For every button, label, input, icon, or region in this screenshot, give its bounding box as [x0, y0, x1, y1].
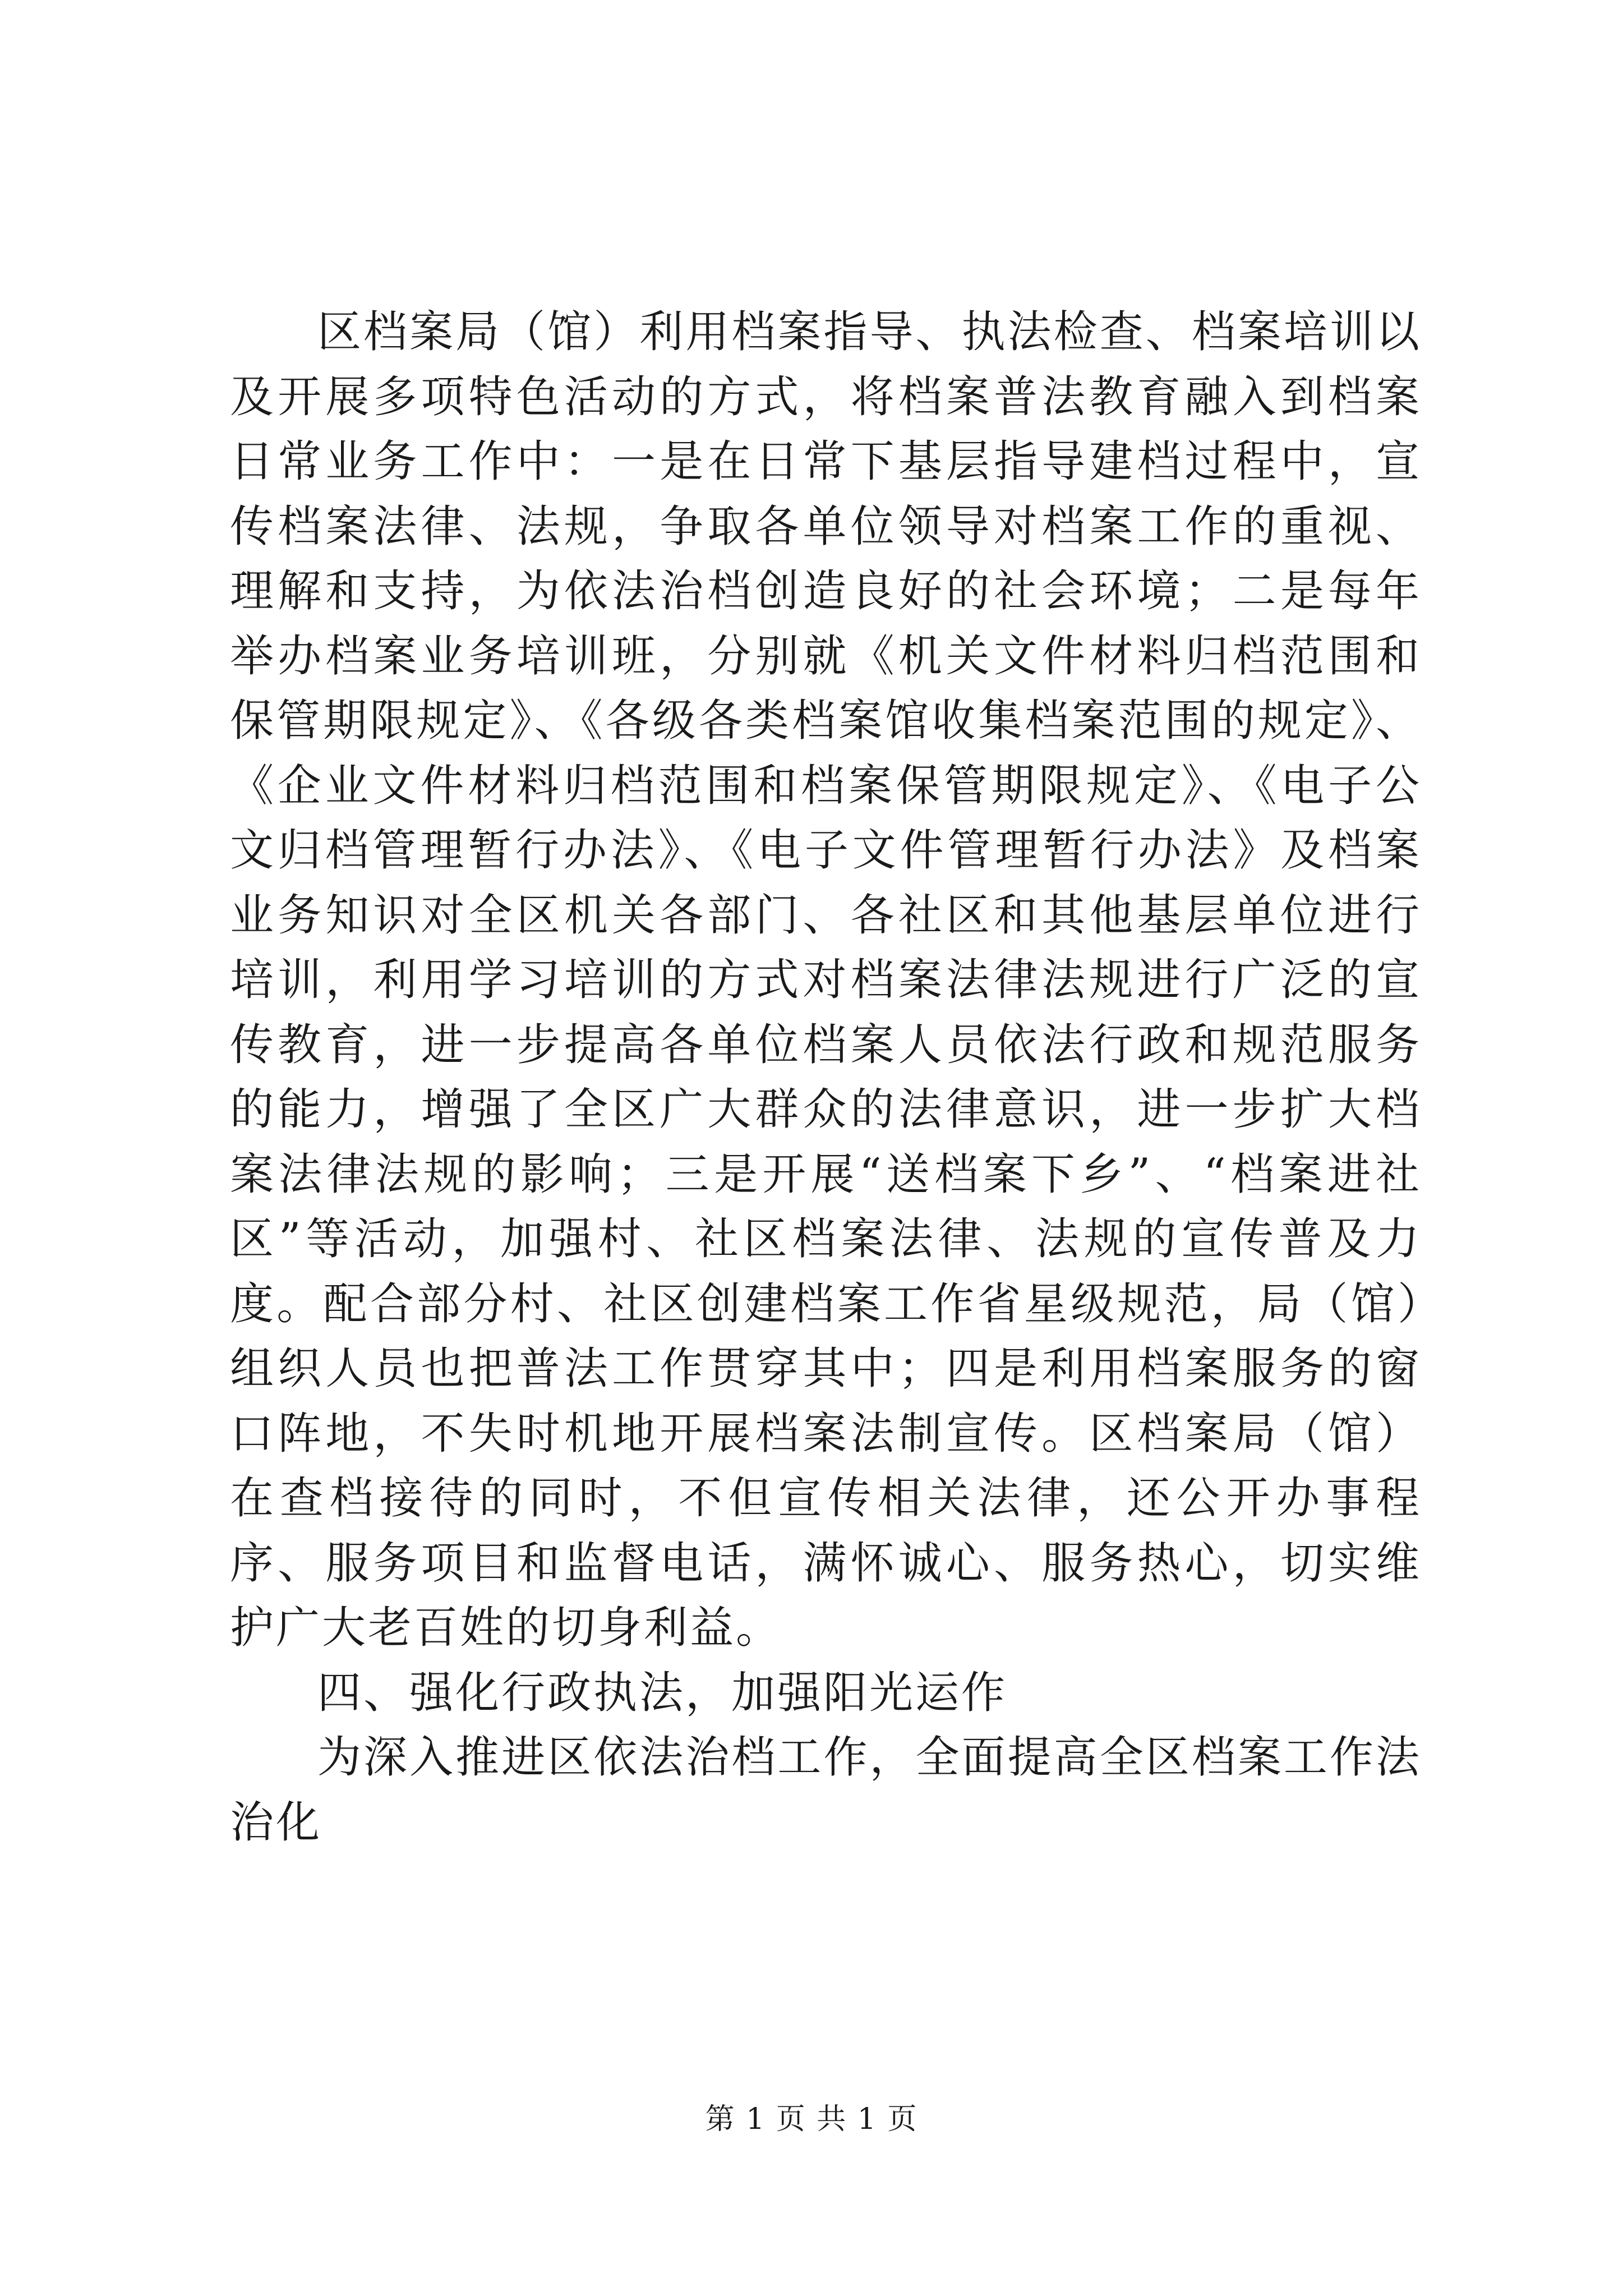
body-paragraph-1: 区档案局（馆）利用档案指导、执法检查、档案培训以及开展多项特色活动的方式，将档案普法教育融入到档案日常业务工作中：一是在日常下基层指导建档过程中，宣传档案法律、法规，争取各单位领导对档案工作的重视、理解和支持，为依法治档创造良好的社会环境；二是每年举办档案业务培训班，分别就《机关文件材料归档范围和保管期限规定》、《各级各类档案馆收集档案范围的规定》、《企业文件材料归档范围和档案保管期限规定》、《电子公文归档管理暂行办法》、《电子文件管理暂行办法》及档案业务知识对全区机关各部门、各社区和其他基层单位进行培训，利用学习培训的方式对档案法律法规进行广泛的宣传教育，进一步提高各单位档案人员依法行政和规范服务的能力，增强了全区广大群众的法律意识，进一步扩大档案法律法规的影响；三是开展“送档案下乡”、“档案进社区”等活动，加强村、社区档案法律、法规的宣传普及力度。配合部分村、社区创建档案工作省星级规范，局（馆）组织人员也把普法工作贯穿其中；四是利用档案服务的窗口阵地，不失时机地开展档案法制宣传。区档案局（馆）在查档接待的同时，不但宣传相关法律，还公开办事程序、服务项目和监督电话，满怀诚心、服务热心，切实维护广大老百姓的切身利益。: [230, 307, 1422, 1653]
page-footer: 第 1 页 共 1 页: [705, 2102, 918, 2136]
document-body: [230, 300, 1422, 1855]
body-paragraph-2: 为深入推进区依法治档工作，全面提高全区档案工作法治化: [230, 1732, 1422, 1848]
section-heading: 四、强化行政执法，加强阳光运作: [317, 1667, 1008, 1718]
